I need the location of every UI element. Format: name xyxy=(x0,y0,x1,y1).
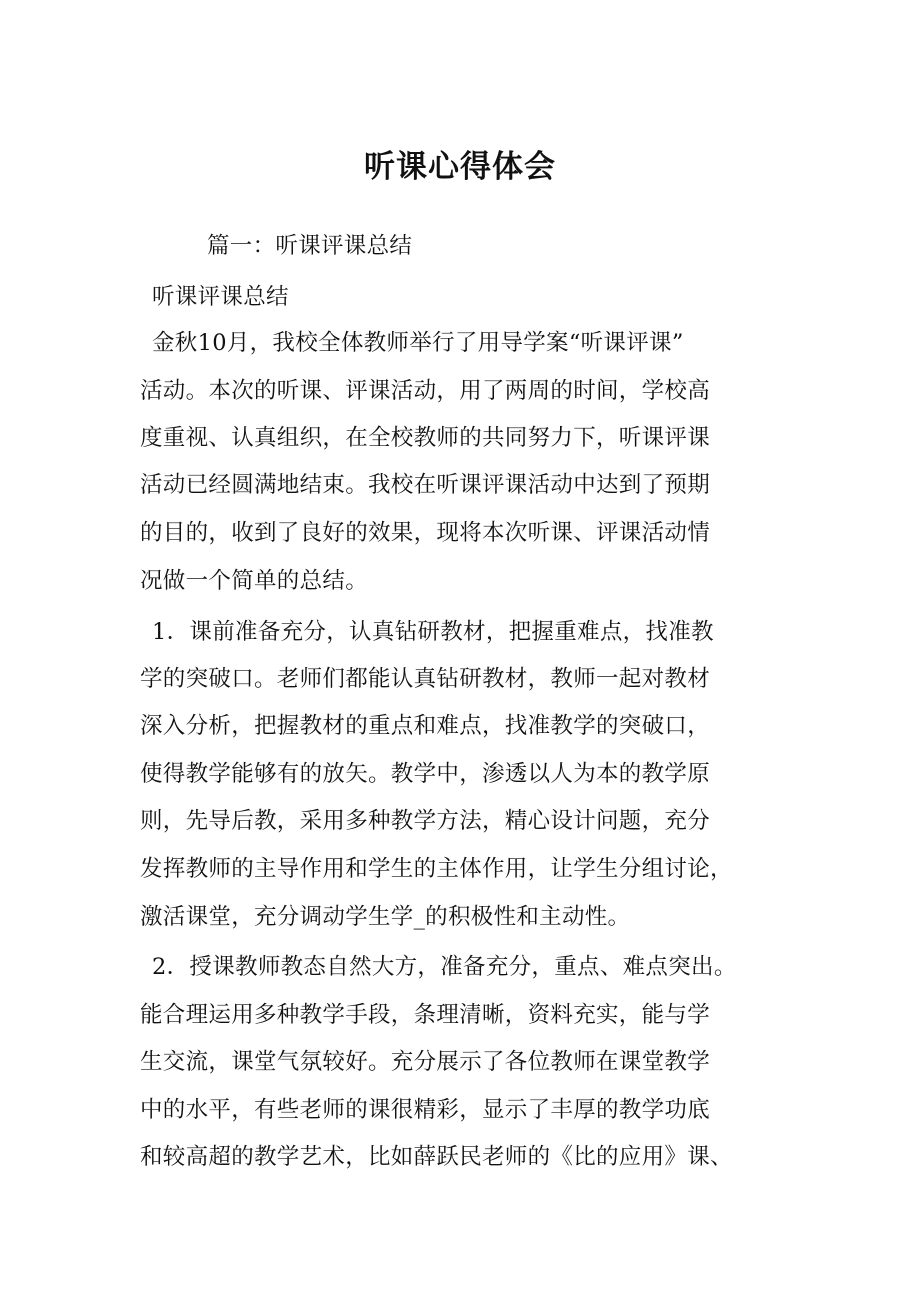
paragraph-1-line-6: 况做一个简单的总结。 xyxy=(140,568,369,594)
paragraph-1-line-3: 度重视、认真组织，在全校教师的共同努力下，听课评课 xyxy=(140,425,711,451)
paragraph-3-line-4: 中的水平，有些老师的课很精彩，显示了丰厚的教学功底 xyxy=(140,1097,711,1123)
paragraph-2-line-5: 则，先导后教，采用多种教学方法，精心设计问题，充分 xyxy=(140,808,711,834)
paragraph-2-line-6: 发挥教师的主导作用和学生的主体作用，让学生分组讨论， xyxy=(140,856,733,882)
sub-heading: 听课评课总结 xyxy=(152,284,289,310)
paragraph-3-line-5: 和较高超的教学艺术，比如薛跃民老师的《比的应用》课、 xyxy=(140,1144,733,1170)
paragraph-1-line-4: 活动已经圆满地结束。我校在听课评课活动中达到了预期 xyxy=(140,472,711,498)
paragraph-1-line-5: 的目的，收到了良好的效果，现将本次听课、评课活动情 xyxy=(140,520,711,546)
paragraph-1-line-1: 金秋10月，我校全体教师举行了用导学案“听课评课” xyxy=(152,330,684,356)
paragraph-3-line-3: 生交流，课堂气氛较好。充分展示了各位教师在课堂教学 xyxy=(140,1049,711,1075)
paragraph-3-line-1: 2．授课教师教态自然大方，准备充分，重点、难点突出。 xyxy=(152,954,737,980)
paragraph-2-line-4: 使得教学能够有的放矢。教学中，渗透以人为本的教学原 xyxy=(140,761,711,787)
paragraph-1-line-2: 活动。本次的听课、评课活动，用了两周的时间，学校高 xyxy=(140,378,711,404)
paragraph-2-line-3: 深入分析，把握教材的重点和难点，找准教学的突破口， xyxy=(140,713,711,739)
document-title: 听课心得体会 xyxy=(364,149,556,185)
paragraph-2-line-7: 激活课堂，充分调动学生学_的积极性和主动性。 xyxy=(140,904,631,930)
section-heading: 篇一：听课评课总结 xyxy=(207,233,413,259)
paragraph-2-line-1: 1．课前准备充分，认真钻研教材，把握重难点，找准教 xyxy=(152,619,714,645)
paragraph-3-line-2: 能合理运用多种教学手段，条理清晰，资料充实，能与学 xyxy=(140,1002,711,1028)
paragraph-2-line-2: 学的突破口。老师们都能认真钻研教材，教师一起对教材 xyxy=(140,666,711,692)
